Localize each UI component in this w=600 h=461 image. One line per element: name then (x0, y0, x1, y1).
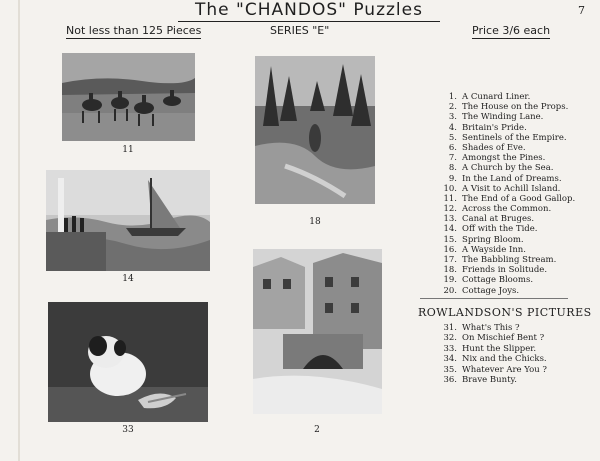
list-item: 18. Friends in Solitude. (443, 265, 548, 276)
list-item: 2. The House on the Props. (448, 102, 569, 113)
section-heading: ROWLANDSON'S PICTURES (418, 306, 592, 319)
list-item: 17. The Babbling Stream. (443, 255, 557, 265)
plate-caption: 33 (122, 425, 134, 435)
list-item: 14. Off with the Tide. (443, 224, 538, 235)
page-title: The "CHANDOS" Puzzles (178, 0, 440, 22)
list-item: 19. Cottage Blooms. (443, 275, 534, 286)
list-item: 20. Cottage Joys. (443, 285, 520, 296)
list-item: 31. What's This ? (443, 323, 520, 333)
list-item: 3. The Winding Lane. (448, 112, 544, 123)
plate-caption: 2 (314, 425, 320, 435)
list-item: 7. Amongst the Pines. (448, 153, 546, 164)
plate-caption: 18 (309, 217, 321, 227)
series-label: SERIES "E" (270, 24, 330, 37)
hunting-scene-image (62, 53, 195, 141)
list-item: 12. Across the Common. (443, 204, 552, 215)
list-item: 6. Shades of Eve. (448, 142, 526, 153)
list-item: 36. Brave Bunty. (443, 374, 517, 385)
list-item: 4. Britain's Pride. (448, 122, 527, 133)
plate-caption: 14 (122, 274, 134, 284)
pieces-note: Not less than 125 Pieces (66, 24, 202, 37)
list-item: 16. A Wayside Inn. (443, 244, 526, 255)
list-item: 8. A Church by the Sea. (448, 163, 554, 174)
price-label: Price 3/6 each (472, 24, 551, 37)
page-spine (18, 0, 20, 461)
village-bridge-image (253, 249, 382, 414)
rowlandson-list (440, 323, 547, 385)
list-item: 5. Sentinels of the Empire. (448, 132, 567, 143)
section-divider (420, 298, 568, 299)
plate-caption: 11 (122, 145, 134, 155)
sailboat-harbour-image (46, 170, 210, 271)
page-number: 7 (578, 4, 585, 17)
forest-stream-image (255, 56, 375, 204)
list-item: 34. Nix and the Chicks. (443, 354, 547, 365)
puppy-slipper-image (48, 302, 208, 422)
list-item: 13. Canal at Bruges. (443, 214, 535, 225)
list-item: 9. In the Land of Dreams. (448, 173, 562, 184)
list-item: 1. A Cunard Liner. (448, 92, 531, 102)
list-item: 10. A Visit to Achill Island. (443, 183, 561, 194)
list-item: 11. The End of a Good Gallop. (443, 193, 576, 204)
puzzle-title-list (440, 92, 575, 296)
list-item: 33. Hunt the Slipper. (443, 343, 537, 354)
list-item: 15. Spring Bloom. (443, 234, 524, 245)
list-item: 32. On Mischief Bent ? (443, 333, 545, 344)
list-item: 35. Whatever Are You ? (443, 364, 547, 375)
